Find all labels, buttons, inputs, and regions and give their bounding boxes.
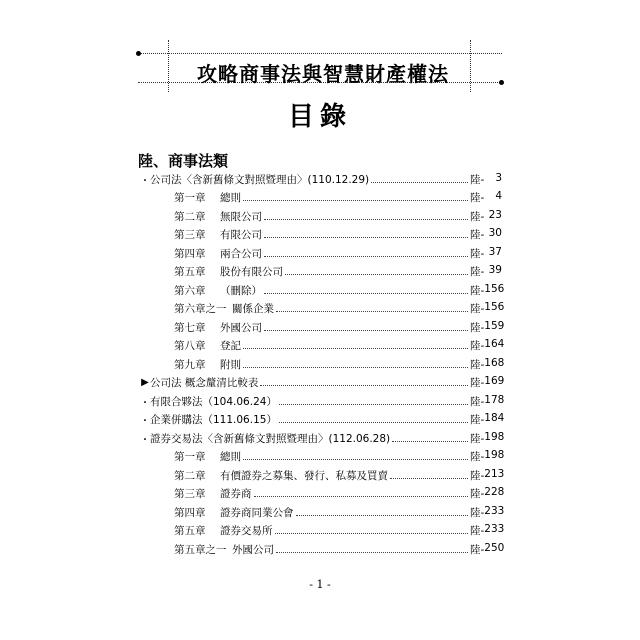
toc-chapter-number: 第七章 (174, 321, 206, 334)
toc-entry-label: 總則 (220, 192, 241, 205)
banner-dot-left (136, 51, 141, 56)
dot-leader (296, 515, 469, 516)
toc-page-prefix: 陸- (470, 377, 485, 390)
toc-page-prefix: 陸- (470, 173, 485, 186)
toc-page-number: 213 (484, 467, 505, 480)
toc-page-prefix: 陸- (470, 543, 485, 556)
toc-page-number: 198 (484, 430, 505, 443)
toc-chapter-entry (140, 540, 505, 559)
toc-page-prefix: 陸- (470, 247, 485, 260)
toc-chapter-number: 第四章 (174, 506, 206, 519)
toc-page-prefix: 陸- (470, 284, 485, 297)
toc-page-prefix: 陸- (470, 340, 485, 353)
toc-entry-label: 股份有限公司 (220, 266, 283, 279)
toc-page-number: 178 (484, 393, 505, 406)
toc-page-number: 169 (484, 375, 505, 388)
toc-chapter-number: 第四章 (174, 247, 206, 260)
toc-chapter-number: 第五章 (174, 525, 206, 538)
toc-page-ref (470, 172, 502, 187)
dot-leader (285, 274, 468, 275)
toc-page-ref (470, 375, 505, 390)
toc-entry-label: 有限合夥法（104.06.24） (150, 395, 277, 408)
toc-page-prefix: 陸- (470, 192, 485, 205)
toc-entry-label: 外國公司 (220, 321, 262, 334)
table-of-contents (140, 170, 505, 559)
toc-page-ref (470, 486, 505, 501)
page-number: - 1 - (309, 578, 331, 591)
dot-bullet-icon: ・ (140, 416, 150, 428)
toc-entry-label: 外國公司 (232, 543, 274, 556)
dot-leader (264, 219, 468, 220)
toc-page-ref (470, 504, 505, 520)
toc-page-number: 30 (488, 227, 502, 240)
toc-entry-label: 證券交易法〈含新舊條文對照暨理由〉(112.06.28) (150, 432, 391, 445)
toc-chapter-entry (140, 318, 505, 337)
toc-page-ref (470, 467, 505, 483)
toc-law-entry (140, 170, 502, 189)
toc-page-ref (470, 356, 505, 372)
toc-page-number: 164 (484, 338, 505, 351)
toc-page-prefix: 陸- (470, 414, 485, 427)
toc-page-number: 228 (484, 486, 505, 499)
toc-heading: 目錄 (287, 102, 352, 132)
toc-chapter-entry (140, 503, 505, 522)
toc-page-prefix: 陸- (470, 210, 485, 223)
toc-page-prefix: 陸- (470, 303, 485, 316)
toc-page-prefix: 陸- (470, 525, 485, 538)
toc-page-prefix: 陸- (470, 506, 485, 519)
toc-chapter-entry (140, 226, 502, 245)
toc-page-ref (470, 430, 505, 446)
toc-chapter-number: 第三章 (174, 229, 206, 242)
dot-leader (264, 293, 468, 294)
toc-page-ref (470, 523, 505, 538)
banner-top-rule (138, 53, 502, 54)
dot-leader (275, 533, 469, 534)
toc-page-number: 250 (484, 541, 505, 554)
dot-leader (371, 182, 468, 183)
dot-leader (243, 200, 468, 201)
toc-page-ref (470, 246, 502, 261)
toc-page-ref (470, 282, 505, 298)
toc-page-prefix: 陸- (470, 395, 485, 408)
toc-chapter-entry (140, 485, 505, 504)
toc-page-ref (470, 301, 505, 316)
toc-page-number: 159 (484, 319, 505, 332)
toc-entry-label: 證券交易所 (220, 525, 273, 538)
dot-bullet-icon: ・ (140, 434, 150, 446)
toc-page-number: 23 (488, 208, 502, 221)
toc-entry-label: 公司法 概念釐清比較表 (150, 377, 259, 390)
toc-page-number: 156 (484, 282, 505, 295)
toc-entry-label: 附則 (220, 358, 241, 371)
toc-entry-label: 有價證券之募集、發行、私募及買賣 (220, 469, 388, 482)
toc-chapter-number: 第五章之一 (174, 543, 227, 556)
section-title: 陸、商事法類 (138, 152, 229, 170)
toc-entry-label: 兩合公司 (220, 247, 262, 260)
toc-chapter-entry (140, 466, 505, 485)
toc-entry-label: 證券商同業公會 (220, 506, 294, 519)
toc-page-number: 198 (484, 449, 505, 462)
toc-page-prefix: 陸- (470, 321, 485, 334)
toc-page-ref (470, 319, 505, 335)
toc-chapter-number: 第六章 (174, 284, 206, 297)
dot-bullet-icon: ・ (140, 175, 150, 187)
toc-chapter-number: 第三章 (174, 488, 206, 501)
toc-chapter-number: 第六章之一 (174, 303, 227, 316)
toc-page-prefix: 陸- (470, 358, 485, 371)
toc-page-prefix: 陸- (470, 432, 485, 445)
toc-page-prefix: 陸- (470, 451, 485, 464)
toc-page-ref (470, 541, 505, 557)
dot-leader (279, 404, 468, 405)
banner-right-rule (470, 40, 471, 92)
toc-page-ref (470, 393, 505, 409)
toc-law-entry (140, 392, 505, 411)
dot-leader (392, 441, 468, 442)
toc-entry-label: 證券商 (220, 488, 252, 501)
dot-leader (279, 422, 468, 423)
toc-chapter-number: 第九章 (174, 358, 206, 371)
dot-leader (390, 478, 468, 479)
toc-chapter-entry (140, 263, 502, 282)
toc-page-ref (470, 209, 502, 224)
toc-chapter-number: 第二章 (174, 210, 206, 223)
dot-leader (264, 256, 468, 257)
toc-page-ref (470, 227, 502, 242)
dot-leader (264, 330, 468, 331)
toc-chapter-number: 第二章 (174, 469, 206, 482)
toc-page-number: 184 (484, 412, 505, 425)
dot-leader (243, 459, 468, 460)
banner-left-rule (168, 40, 169, 92)
toc-page-prefix: 陸- (470, 488, 485, 501)
toc-page-prefix: 陸- (470, 469, 485, 482)
toc-chapter-entry (140, 355, 505, 374)
toc-chapter-entry (140, 207, 502, 226)
toc-entry-label: 關係企業 (232, 303, 274, 316)
toc-entry-label: 總則 (220, 451, 241, 464)
toc-law-entry (140, 429, 505, 448)
dot-leader (264, 237, 468, 238)
arrow-bullet-icon: ▶ (141, 377, 149, 389)
toc-page-ref (470, 264, 502, 279)
dot-leader (243, 367, 468, 368)
toc-page-ref (470, 190, 502, 205)
toc-page-number: 37 (488, 245, 502, 258)
toc-entry-label: （刪除） (220, 284, 262, 297)
toc-law-entry (140, 411, 505, 430)
toc-chapter-number: 第一章 (174, 192, 206, 205)
toc-page-ref (470, 338, 505, 353)
toc-page-number: 168 (484, 356, 505, 369)
toc-law-entry (140, 374, 505, 393)
toc-page-number: 233 (484, 504, 505, 517)
toc-page-ref (470, 412, 505, 427)
toc-page-prefix: 陸- (470, 229, 485, 242)
toc-page-number: 156 (484, 301, 505, 314)
toc-chapter-entry (140, 300, 505, 319)
toc-chapter-entry (140, 281, 505, 300)
toc-chapter-number: 第五章 (174, 266, 206, 279)
toc-page-ref (470, 449, 505, 464)
toc-page-number: 39 (488, 264, 502, 277)
dot-leader (243, 348, 468, 349)
toc-page-prefix: 陸- (470, 266, 485, 279)
toc-chapter-entry (140, 189, 502, 208)
toc-chapter-entry (140, 522, 505, 541)
dot-leader (276, 552, 468, 553)
toc-entry-label: 公司法〈含新舊條文對照暨理由〉(110.12.29) (150, 173, 370, 186)
toc-entry-label: 有限公司 (220, 229, 262, 242)
dot-leader (254, 496, 469, 497)
toc-chapter-entry (140, 244, 502, 263)
toc-entry-label: 無限公司 (220, 210, 262, 223)
toc-entry-label: 登記 (220, 340, 241, 353)
dot-bullet-icon: ・ (140, 397, 150, 409)
toc-chapter-entry (140, 448, 505, 467)
toc-page-number: 233 (484, 523, 505, 536)
toc-page-number: 4 (495, 190, 502, 203)
dot-leader (260, 385, 468, 386)
dot-leader (276, 311, 468, 312)
toc-chapter-number: 第八章 (174, 340, 206, 353)
toc-chapter-number: 第一章 (174, 451, 206, 464)
toc-entry-label: 企業併購法（111.06.15） (150, 414, 277, 427)
book-title: 攻略商事法與智慧財產權法 (197, 62, 449, 86)
toc-page-number: 3 (495, 171, 502, 184)
toc-chapter-entry (140, 337, 505, 356)
banner-dot-right (499, 80, 504, 85)
